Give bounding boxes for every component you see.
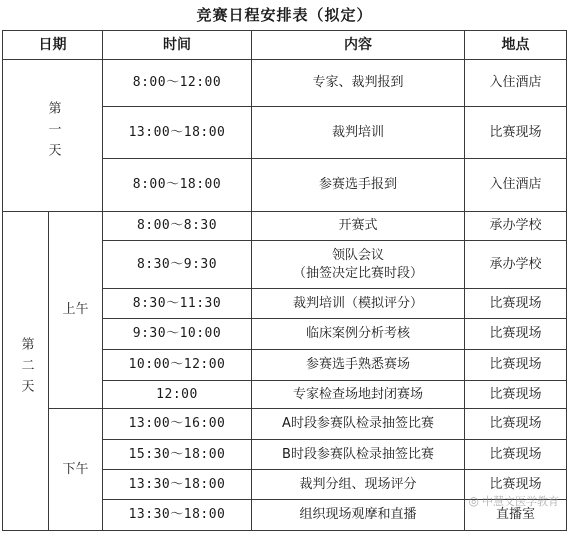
content-cell: 临床案例分析考核 [252, 319, 465, 350]
location-cell: 承办学校 [465, 241, 567, 289]
time-cell: 8:30～11:30 [103, 289, 252, 319]
header-location: 地点 [465, 31, 567, 60]
time-cell: 12:00 [103, 381, 252, 409]
time-cell: 13:00～18:00 [103, 107, 252, 159]
content-cell [252, 241, 465, 289]
table-row [3, 409, 567, 440]
location-cell: 承办学校 [465, 212, 567, 241]
time-cell: 8:30～9:30 [103, 241, 252, 289]
watermark [469, 493, 559, 509]
header-date: 日期 [3, 31, 103, 60]
day1-cell [3, 60, 103, 212]
location-cell: 比赛现场 [465, 440, 567, 470]
content-cell: 参赛选手熟悉赛场 [252, 350, 465, 381]
location-cell: 入住酒店 [465, 159, 567, 212]
content-cell: 裁判培训 [252, 107, 465, 159]
location-cell: 比赛现场 [465, 350, 567, 381]
morning-label: 上午 [49, 212, 103, 409]
header-row [3, 31, 567, 60]
location-cell: 比赛现场 [465, 289, 567, 319]
table-row [3, 212, 567, 241]
header-time: 时间 [103, 31, 252, 60]
location-cell: 比赛现场 [465, 381, 567, 409]
content-line: 领队会议 [331, 247, 384, 263]
location-cell: 比赛现场 [465, 107, 567, 159]
day2-label: 第二天 [18, 336, 34, 400]
location-cell: 直播室 [465, 500, 567, 531]
watermark-text: 中慧文医学教育 [482, 495, 559, 508]
time-cell: 13:30～18:00 [103, 500, 252, 531]
location-cell: 比赛现场 [465, 470, 567, 500]
time-cell: 10:00～12:00 [103, 350, 252, 381]
location-cell: 比赛现场 [465, 409, 567, 440]
content-cell: 参赛选手报到 [252, 159, 465, 212]
content-cell: 专家、裁判报到 [252, 60, 465, 107]
time-cell: 8:00～18:00 [103, 159, 252, 212]
content-cell: A时段参赛队检录抽签比赛 [252, 409, 465, 440]
table-row [3, 60, 567, 107]
time-cell: 13:00～16:00 [103, 409, 252, 440]
time-cell: 8:00～8:30 [103, 212, 252, 241]
location-cell: 入住酒店 [465, 60, 567, 107]
header-content: 内容 [252, 31, 465, 60]
content-cell: 组织现场观摩和直播 [252, 500, 465, 531]
afternoon-label: 下午 [49, 409, 103, 531]
time-cell: 8:00～12:00 [103, 60, 252, 107]
content-cell: 裁判分组、现场评分 [252, 470, 465, 500]
day1-label: 第一天 [45, 101, 61, 164]
content-cell: 开赛式 [252, 212, 465, 241]
time-cell: 9:30～10:00 [103, 319, 252, 350]
location-cell: 比赛现场 [465, 319, 567, 350]
page-title: 竞赛日程安排表（拟定） [196, 6, 373, 24]
content-line: （抽签决定比赛时段） [292, 265, 423, 281]
day2-cell [3, 212, 49, 531]
content-cell: 专家检查场地封闭赛场 [252, 381, 465, 409]
content-cell: B时段参赛队检录抽签比赛 [252, 440, 465, 470]
schedule-table [2, 30, 567, 531]
time-cell: 15:30～18:00 [103, 440, 252, 470]
time-cell: 13:30～18:00 [103, 470, 252, 500]
content-cell: 裁判培训（模拟评分） [252, 289, 465, 319]
wechat-icon: ◎ [468, 494, 479, 508]
